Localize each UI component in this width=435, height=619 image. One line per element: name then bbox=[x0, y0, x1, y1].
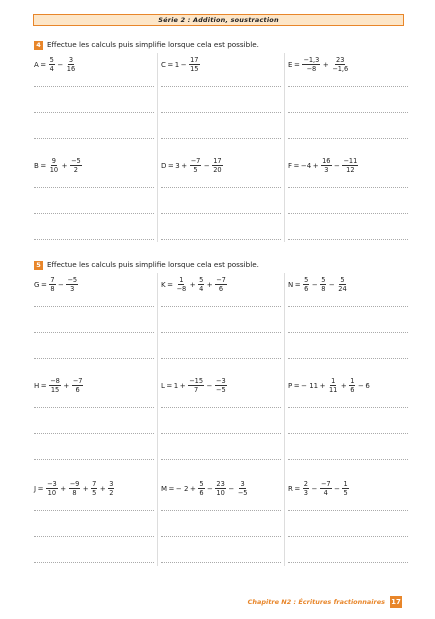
numerator: 1 bbox=[343, 480, 348, 488]
operator: − bbox=[328, 280, 335, 289]
answer-line[interactable] bbox=[161, 407, 281, 408]
calc-cell bbox=[161, 157, 283, 252]
denominator: 5 bbox=[92, 489, 97, 497]
numerator: −1,3 bbox=[303, 56, 320, 64]
page-footer bbox=[248, 596, 402, 608]
fraction bbox=[215, 480, 225, 497]
operator: + bbox=[189, 484, 196, 493]
denominator: 8 bbox=[321, 285, 326, 293]
exercise-instruction: Effectue les calculs puis simplifie lorsque cela est possible. bbox=[47, 40, 259, 49]
numerator: 3 bbox=[240, 480, 245, 488]
operator: − bbox=[207, 484, 213, 493]
calc-label: K bbox=[161, 280, 166, 289]
equals-sign: = bbox=[37, 484, 44, 493]
denominator: 2 bbox=[73, 166, 78, 174]
equals-sign: = bbox=[293, 381, 300, 390]
fraction bbox=[198, 480, 204, 497]
calc-expression bbox=[34, 480, 115, 497]
denominator: 2 bbox=[109, 489, 114, 497]
numerator: −7 bbox=[216, 276, 226, 284]
answer-line[interactable] bbox=[161, 306, 281, 307]
answer-line[interactable] bbox=[288, 562, 408, 563]
numerator: 5 bbox=[304, 276, 309, 284]
fraction bbox=[337, 276, 347, 293]
number-term: 6 bbox=[365, 381, 370, 390]
calc-cell bbox=[161, 276, 283, 371]
denominator: 3 bbox=[70, 285, 75, 293]
fraction bbox=[49, 276, 55, 293]
equals-sign: = bbox=[294, 280, 301, 289]
operator: + bbox=[322, 60, 329, 69]
denominator: 24 bbox=[338, 285, 347, 293]
answer-line[interactable] bbox=[288, 112, 408, 113]
calc-cell bbox=[161, 480, 283, 575]
number-term: − 2 bbox=[175, 484, 189, 493]
fraction bbox=[342, 157, 358, 174]
page-number: 17 bbox=[391, 598, 401, 606]
fraction bbox=[212, 157, 222, 174]
answer-line[interactable] bbox=[34, 433, 154, 434]
calc-label: J bbox=[34, 484, 37, 493]
calc-expression bbox=[161, 157, 224, 174]
calc-label: D bbox=[161, 161, 167, 170]
denominator: 15 bbox=[190, 65, 199, 73]
operator: − bbox=[311, 280, 318, 289]
equals-sign: = bbox=[40, 60, 47, 69]
numerator: −3 bbox=[215, 377, 226, 385]
calc-label: P bbox=[288, 381, 293, 390]
answer-line[interactable] bbox=[34, 536, 154, 537]
answer-line[interactable] bbox=[161, 187, 281, 188]
denominator: 3 bbox=[303, 489, 308, 497]
answer-line[interactable] bbox=[161, 510, 281, 511]
equals-sign: = bbox=[167, 60, 174, 69]
operator: + bbox=[63, 381, 70, 390]
calc-expression bbox=[288, 377, 370, 394]
answer-line[interactable] bbox=[288, 433, 408, 434]
answer-line[interactable] bbox=[34, 187, 154, 188]
denominator: 6 bbox=[350, 386, 355, 394]
answer-line[interactable] bbox=[288, 407, 408, 408]
fraction bbox=[198, 276, 204, 293]
answer-line[interactable] bbox=[34, 562, 154, 563]
answer-line[interactable] bbox=[34, 138, 154, 139]
answer-line[interactable] bbox=[161, 459, 281, 460]
calc-label: M bbox=[161, 484, 168, 493]
calc-expression bbox=[34, 56, 77, 73]
operator: − bbox=[311, 484, 318, 493]
answer-line[interactable] bbox=[288, 138, 408, 139]
denominator: 3 bbox=[324, 166, 329, 174]
numerator: 5 bbox=[321, 276, 326, 284]
answer-line[interactable] bbox=[34, 86, 154, 87]
answer-line[interactable] bbox=[34, 510, 154, 511]
fraction bbox=[215, 377, 227, 394]
operator: − bbox=[203, 161, 210, 170]
denominator: 12 bbox=[346, 166, 355, 174]
numerator: 23 bbox=[216, 480, 225, 488]
calc-expression bbox=[288, 56, 350, 73]
denominator: 4 bbox=[323, 489, 328, 497]
fraction bbox=[237, 480, 249, 497]
calc-cell bbox=[288, 56, 410, 151]
answer-line[interactable] bbox=[34, 459, 154, 460]
number-term: 1 bbox=[173, 381, 179, 390]
fraction bbox=[303, 480, 309, 497]
fraction bbox=[69, 480, 81, 497]
answer-line[interactable] bbox=[161, 536, 281, 537]
calc-expression bbox=[161, 377, 228, 394]
calc-label: C bbox=[161, 60, 166, 69]
operator: + bbox=[319, 381, 326, 390]
answer-line[interactable] bbox=[288, 536, 408, 537]
number-term: 3 bbox=[175, 161, 180, 170]
denominator: 6 bbox=[218, 285, 224, 293]
numerator: −5 bbox=[70, 157, 81, 165]
fraction bbox=[190, 157, 202, 174]
denominator: 10 bbox=[49, 166, 59, 174]
operator: − bbox=[228, 484, 235, 493]
exercise-header bbox=[34, 40, 259, 50]
fraction bbox=[320, 480, 332, 497]
fraction bbox=[320, 276, 326, 293]
denominator: 15 bbox=[50, 386, 60, 394]
numerator: −7 bbox=[72, 377, 83, 385]
answer-line[interactable] bbox=[288, 239, 408, 240]
operator: + bbox=[60, 484, 67, 493]
calc-label: A bbox=[34, 60, 39, 69]
fraction bbox=[321, 157, 331, 174]
answer-line[interactable] bbox=[161, 433, 281, 434]
denominator: −5 bbox=[215, 386, 226, 394]
fraction bbox=[302, 56, 320, 73]
numerator: 5 bbox=[340, 276, 345, 284]
denominator: 4 bbox=[199, 285, 204, 293]
denominator: 16 bbox=[66, 65, 76, 73]
numerator: −7 bbox=[190, 157, 201, 165]
numerator: 7 bbox=[50, 276, 55, 284]
denominator: 4 bbox=[49, 65, 54, 73]
numerator: 1 bbox=[179, 276, 184, 284]
answer-line[interactable] bbox=[34, 358, 154, 359]
column-separator bbox=[157, 273, 158, 566]
numerator: 2 bbox=[303, 480, 308, 488]
operator: − bbox=[58, 280, 64, 289]
number-term: 1 bbox=[174, 60, 180, 69]
numerator: −8 bbox=[50, 377, 60, 385]
calc-expression bbox=[161, 276, 228, 293]
answer-line[interactable] bbox=[161, 86, 281, 87]
calc-label: G bbox=[34, 280, 40, 289]
fraction bbox=[189, 56, 199, 73]
fraction bbox=[303, 276, 309, 293]
operator: − bbox=[334, 161, 340, 170]
fraction bbox=[66, 56, 76, 73]
denominator: 10 bbox=[47, 489, 57, 497]
denominator: −1,6 bbox=[332, 65, 349, 73]
exercise-number: 5 bbox=[34, 261, 43, 270]
equals-sign: = bbox=[167, 161, 174, 170]
exercise-header bbox=[34, 260, 259, 270]
numerator: −5 bbox=[67, 276, 78, 284]
equals-sign: = bbox=[294, 484, 301, 493]
operator: − bbox=[57, 60, 64, 69]
answer-line[interactable] bbox=[288, 358, 408, 359]
numerator: −9 bbox=[69, 480, 80, 488]
denominator: 10 bbox=[216, 489, 225, 497]
column-separator bbox=[157, 53, 158, 242]
answer-line[interactable] bbox=[34, 332, 154, 333]
calc-label: L bbox=[161, 381, 165, 390]
calc-label: H bbox=[34, 381, 40, 390]
operator: − bbox=[357, 381, 364, 390]
numerator: 16 bbox=[322, 157, 331, 165]
calc-label: E bbox=[288, 60, 293, 69]
operator: + bbox=[312, 161, 319, 170]
calc-expression bbox=[288, 480, 350, 497]
answer-line[interactable] bbox=[288, 213, 408, 214]
calc-cell bbox=[34, 480, 156, 575]
answer-line[interactable] bbox=[161, 138, 281, 139]
calc-cell bbox=[288, 157, 410, 252]
calc-cell bbox=[34, 157, 156, 252]
numerator: 1 bbox=[350, 377, 355, 385]
answer-line[interactable] bbox=[34, 213, 154, 214]
fraction bbox=[91, 480, 97, 497]
denominator: 11 bbox=[328, 386, 338, 394]
calc-cell bbox=[288, 480, 410, 575]
numerator: 3 bbox=[68, 56, 74, 64]
fraction bbox=[108, 480, 114, 497]
equals-sign: = bbox=[40, 161, 47, 170]
calc-expression bbox=[161, 480, 249, 497]
chapter-title: Chapitre N2 : Écritures fractionnaires bbox=[247, 598, 385, 606]
number-term: − 11 bbox=[301, 381, 319, 390]
denominator: 5 bbox=[193, 166, 198, 174]
denominator: −8 bbox=[306, 65, 317, 73]
answer-line[interactable] bbox=[288, 510, 408, 511]
equals-sign: = bbox=[166, 381, 173, 390]
fraction bbox=[215, 276, 227, 293]
fraction bbox=[349, 377, 355, 394]
denominator: 5 bbox=[343, 489, 348, 497]
numerator: 5 bbox=[199, 480, 204, 488]
operator: + bbox=[181, 161, 188, 170]
answer-line[interactable] bbox=[161, 112, 281, 113]
calc-cell bbox=[161, 56, 283, 151]
operator: + bbox=[340, 381, 347, 390]
answer-line[interactable] bbox=[288, 86, 408, 87]
calc-expression bbox=[34, 377, 84, 394]
calc-label: R bbox=[288, 484, 293, 493]
fraction bbox=[46, 480, 58, 497]
calc-label: B bbox=[34, 161, 39, 170]
numerator: 1 bbox=[331, 377, 336, 385]
equals-sign: = bbox=[293, 161, 300, 170]
calc-expression bbox=[34, 157, 83, 174]
calc-cell bbox=[161, 377, 283, 472]
numerator: −11 bbox=[343, 157, 358, 165]
operator: + bbox=[61, 161, 68, 170]
equals-sign: = bbox=[167, 280, 173, 289]
operator: + bbox=[99, 484, 106, 493]
operator: − bbox=[334, 484, 340, 493]
answer-line[interactable] bbox=[34, 407, 154, 408]
answer-line[interactable] bbox=[288, 306, 408, 307]
operator: + bbox=[206, 280, 213, 289]
calc-cell bbox=[34, 56, 156, 151]
denominator: 20 bbox=[213, 166, 222, 174]
calc-cell bbox=[34, 276, 156, 371]
column-separator bbox=[284, 273, 285, 566]
denominator: 6 bbox=[199, 489, 204, 497]
numerator: −3 bbox=[46, 480, 57, 488]
fraction bbox=[70, 157, 82, 174]
calc-expression bbox=[288, 276, 349, 293]
denominator: 6 bbox=[304, 285, 309, 293]
numerator: 7 bbox=[92, 480, 97, 488]
fraction bbox=[49, 157, 59, 174]
fraction bbox=[66, 276, 78, 293]
numerator: 17 bbox=[213, 157, 222, 165]
answer-line[interactable] bbox=[161, 213, 281, 214]
numerator: 3 bbox=[109, 480, 114, 488]
denominator: 7 bbox=[193, 386, 199, 394]
denominator: 8 bbox=[72, 489, 77, 497]
numerator: 23 bbox=[336, 56, 345, 64]
fraction bbox=[342, 480, 348, 497]
numerator: −15 bbox=[189, 377, 204, 385]
denominator: −5 bbox=[237, 489, 248, 497]
number-term: −4 bbox=[300, 161, 312, 170]
calc-cell bbox=[288, 276, 410, 371]
series-banner bbox=[33, 14, 404, 26]
answer-line[interactable] bbox=[288, 459, 408, 460]
numerator: 9 bbox=[51, 157, 56, 165]
equals-sign: = bbox=[168, 484, 175, 493]
series-title: Série 2 : Addition, soustraction bbox=[158, 16, 279, 24]
calc-expression bbox=[161, 56, 201, 73]
operator: − bbox=[180, 60, 187, 69]
fraction bbox=[175, 276, 187, 293]
calc-expression bbox=[288, 157, 359, 174]
numerator: 5 bbox=[199, 276, 204, 284]
fraction bbox=[188, 377, 204, 394]
denominator: 8 bbox=[50, 285, 55, 293]
answer-line[interactable] bbox=[161, 239, 281, 240]
fraction bbox=[49, 377, 61, 394]
answer-line[interactable] bbox=[288, 187, 408, 188]
calc-label: F bbox=[288, 161, 293, 170]
exercise-number: 4 bbox=[34, 41, 43, 50]
column-separator bbox=[284, 53, 285, 242]
fraction bbox=[331, 56, 349, 73]
equals-sign: = bbox=[293, 60, 300, 69]
answer-line[interactable] bbox=[288, 332, 408, 333]
calc-expression bbox=[34, 276, 79, 293]
fraction bbox=[328, 377, 338, 394]
answer-line[interactable] bbox=[161, 358, 281, 359]
numerator: 17 bbox=[190, 56, 199, 64]
denominator: −8 bbox=[176, 285, 187, 293]
operator: + bbox=[82, 484, 89, 493]
fraction bbox=[49, 56, 55, 73]
operator: + bbox=[179, 381, 186, 390]
calc-cell bbox=[34, 377, 156, 472]
answer-line[interactable] bbox=[34, 112, 154, 113]
numerator: 5 bbox=[49, 56, 54, 64]
operator: − bbox=[206, 381, 213, 390]
fraction bbox=[72, 377, 84, 394]
equals-sign: = bbox=[40, 381, 47, 390]
exercise-instruction: Effectue les calculs puis simplifie lorsque cela est possible. bbox=[47, 260, 259, 269]
numerator: −7 bbox=[320, 480, 331, 488]
calc-label: N bbox=[288, 280, 294, 289]
answer-line[interactable] bbox=[34, 306, 154, 307]
equals-sign: = bbox=[40, 280, 47, 289]
denominator: 6 bbox=[75, 386, 80, 394]
answer-line[interactable] bbox=[161, 562, 281, 563]
answer-line[interactable] bbox=[34, 239, 154, 240]
answer-line[interactable] bbox=[161, 332, 281, 333]
calc-cell bbox=[288, 377, 410, 472]
operator: + bbox=[189, 280, 196, 289]
